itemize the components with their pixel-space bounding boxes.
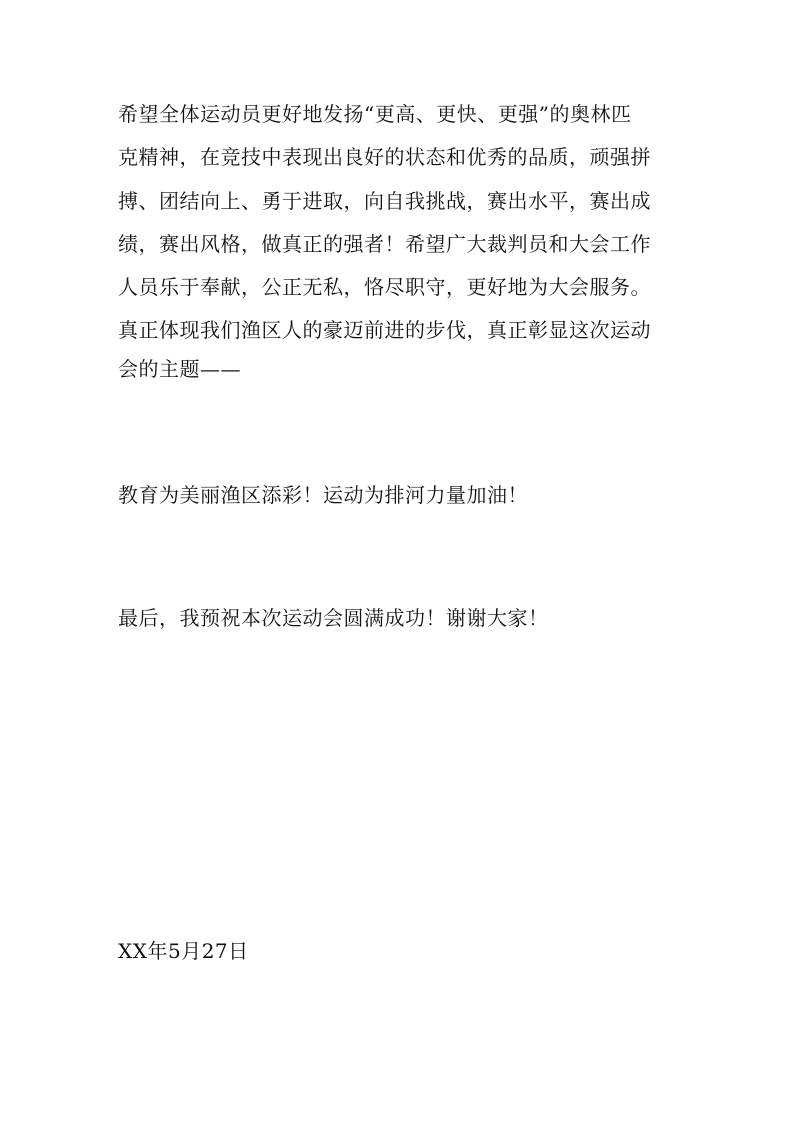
date-text: XX年5月27日 bbox=[118, 939, 249, 963]
paragraph-line-1: 希望全体运动员更好地发扬“更高、更快、更强”的奥林匹 bbox=[118, 102, 632, 126]
paragraph-line-3: 搏、团结向上、勇于进取，向自我挑战，赛出水平，赛出成 bbox=[118, 189, 651, 213]
paragraph-line-4: 绩，赛出风格，做真正的强者！希望广大裁判员和大会工作 bbox=[118, 232, 651, 256]
paragraph-line-2: 克精神，在竞技中表现出良好的状态和优秀的品质，顽强拼 bbox=[118, 145, 651, 169]
paragraph-line-5: 人员乐于奉献，公正无私，恪尽职守，更好地为大会服务。 bbox=[118, 275, 651, 299]
paragraph-line-7: 会的主题—— bbox=[118, 357, 241, 381]
slogan-text: 教育为美丽渔区添彩！运动为排河力量加油！ bbox=[118, 483, 528, 507]
closing-text: 最后，我预祝本次运动会圆满成功！谢谢大家！ bbox=[118, 606, 549, 630]
paragraph-line-6: 真正体现我们渔区人的豪迈前进的步伐，真正彰显这次运动 bbox=[118, 318, 651, 342]
